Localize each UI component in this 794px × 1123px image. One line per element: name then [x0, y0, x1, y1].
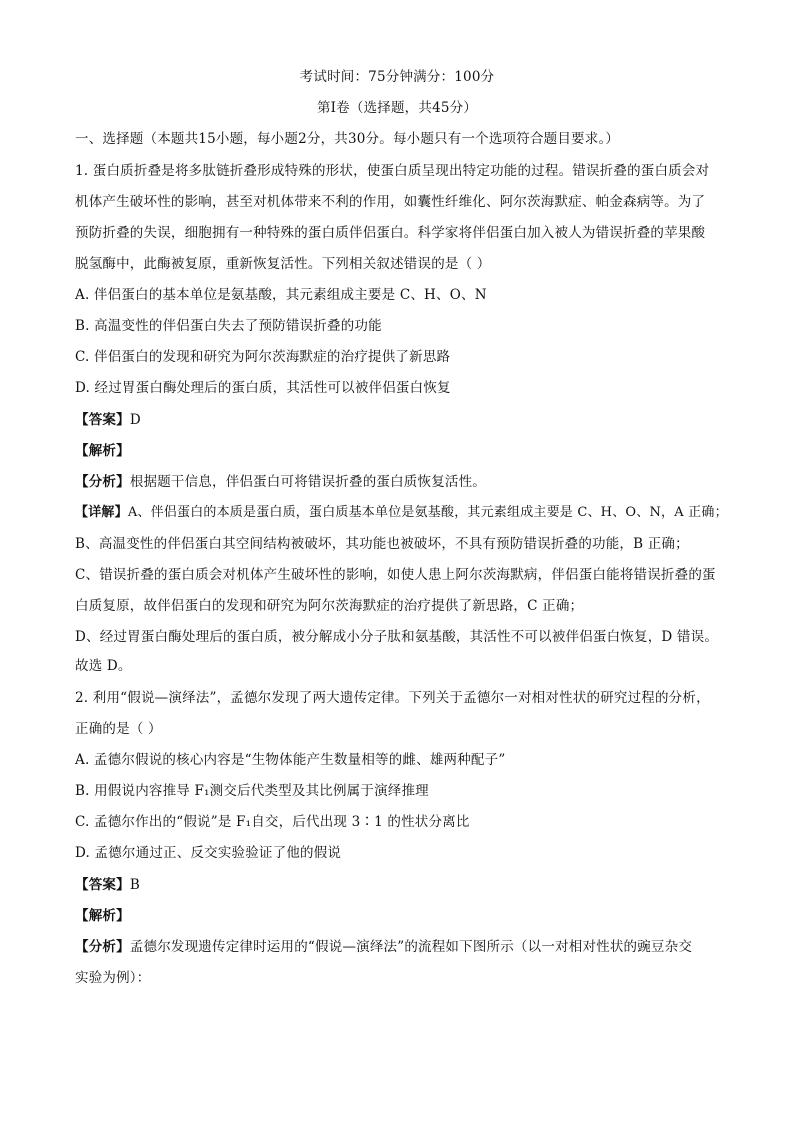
- q1-xiangjie-line: 白质复原，故伴侣蛋白的发现和研究为阿尔茨海默症的治疗提供了新思路，C 正确；: [75, 598, 584, 614]
- q1-stem-line: 脱氢酶中，此酶被复原，重新恢复活性。下列相关叙述错误的是（ ）: [75, 256, 491, 272]
- xiangjie-text: A、伴侣蛋白的本质是蛋白质，蛋白质基本单位是氨基酸，其元素组成主要是 C、H、O、N，A 正确；: [127, 505, 728, 520]
- q1-answer: [75, 410, 734, 430]
- fenxi-tag: 【分析】: [75, 474, 130, 490]
- q1-stem-line: 机体产生破坏性的影响，甚至对机体带来不利的作用，如囊性纤维化、阿尔茨海默症、帕金森病等。为了: [75, 194, 706, 210]
- answer-value: B: [129, 877, 140, 893]
- q1-option-b: B. 高温变性的伴侣蛋白失去了预防错误折叠的功能: [75, 318, 382, 334]
- analysis-tag: 【解析】: [75, 443, 130, 459]
- answer-tag: 【答案】: [75, 877, 130, 893]
- fenxi-text: 根据题干信息，伴侣蛋白可将错误折叠的蛋白质恢复活性。: [129, 474, 487, 490]
- q1-xiangjie: [75, 503, 734, 523]
- q1-xiangjie-line: B、高温变性的伴侣蛋白其空间结构被破坏，其功能也被破坏，不具有预防错误折叠的功能，B 正确；: [75, 536, 689, 552]
- q2-fenxi-line: 实验为例）：: [75, 970, 151, 986]
- q2-stem-line: 2. 利用“假说—演绎法”，孟德尔发现了两大遗传定律。下列关于孟德尔一对相对性状的研究过程的分析，: [75, 690, 710, 706]
- exam-info: 考试时间：75分钟满分：100分: [299, 69, 495, 85]
- instructions: 一、选择题（本题共15小题，每小题2分，共30分。每小题只有一个选项符合题目要求。）: [75, 131, 620, 147]
- q1-xiangjie-line: 故选 D。: [75, 658, 132, 674]
- q1-stem-line: 1. 蛋白质折叠是将多肽链折叠形成特殊的形状，使蛋白质呈现出特定功能的过程。错误折叠的蛋白质会对: [75, 163, 710, 179]
- q1-fenxi: [75, 472, 734, 492]
- q2-answer: [75, 875, 734, 895]
- analysis-tag: 【解析】: [75, 908, 130, 924]
- q1-analysis-tag: [75, 441, 734, 461]
- xiangjie-tag: 【详解】: [75, 505, 128, 520]
- q2-analysis-tag: [75, 906, 734, 926]
- answer-tag: 【答案】: [75, 412, 130, 428]
- answer-value: D: [129, 412, 141, 428]
- fenxi-tag: 【分析】: [75, 939, 130, 955]
- q2-option-b: B. 用假说内容推导 F₁测交后代类型及其比例属于演绎推理: [75, 783, 429, 799]
- q2-option-c: C. 孟德尔作出的“假说”是 F₁自交，后代出现 3∶1 的性状分离比: [75, 814, 470, 830]
- q2-option-a: A. 孟德尔假说的核心内容是“生物体能产生数量相等的雌、雄两种配子”: [75, 752, 506, 768]
- q1-stem-line: 预防折叠的失误，细胞拥有一种特殊的蛋白质伴侣蛋白。科学家将伴侣蛋白加入被人为错误折叠的苹果酸: [75, 225, 706, 241]
- q2-option-d: D. 孟德尔通过正、反交实验验证了他的假说: [75, 845, 342, 861]
- q2-stem-line: 正确的是（ ）: [75, 721, 162, 737]
- q1-xiangjie-line: D、经过胃蛋白酶处理后的蛋白质，被分解成小分子肽和氨基酸，其活性不可以被伴侣蛋白恢复，D 错误。: [75, 629, 719, 645]
- q2-fenxi: [75, 937, 734, 957]
- q1-option-c: C. 伴侣蛋白的发现和研究为阿尔茨海默症的治疗提供了新思路: [75, 349, 451, 365]
- q1-option-d: D. 经过胃蛋白酶处理后的蛋白质，其活性可以被伴侣蛋白恢复: [75, 380, 451, 396]
- q1-xiangjie-line: C、错误折叠的蛋白质会对机体产生破坏性的影响，如使人患上阿尔茨海默病，伴侣蛋白能将错误折叠的蛋: [75, 567, 716, 583]
- section-title: 第Ⅰ卷（选择题，共45分）: [316, 100, 478, 116]
- fenxi-text: 孟德尔发现遗传定律时运用的“假说—演绎法”的流程如下图所示（以一对相对性状的豌豆杂交: [129, 939, 693, 955]
- q1-option-a: A. 伴侣蛋白的基本单位是氨基酸，其元素组成主要是 C、H、O、N: [75, 287, 487, 303]
